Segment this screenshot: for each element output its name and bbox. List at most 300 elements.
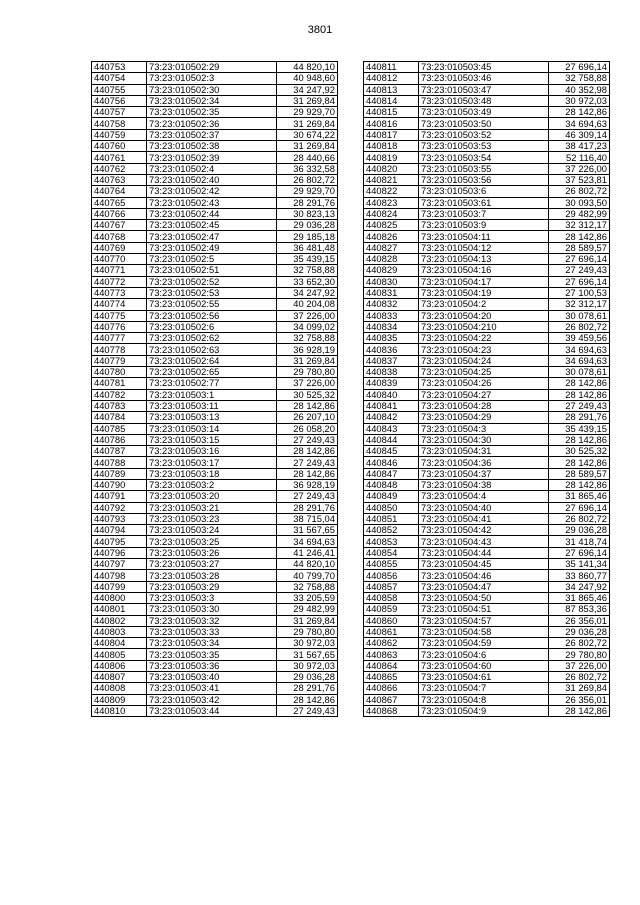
cadastral-value: 32 758,88 [549, 73, 610, 84]
cadastral-number: 73:23:010502:45 [147, 220, 277, 231]
table-row [364, 491, 610, 502]
row-number: 440758 [92, 118, 147, 129]
cadastral-value: 28 291,76 [549, 412, 610, 423]
cadastral-value: 31 418,74 [549, 536, 610, 547]
cadastral-number: 73:23:010504:7 [419, 683, 549, 694]
cadastral-value: 31 269,84 [277, 355, 338, 366]
cadastral-value: 27 249,43 [277, 705, 338, 716]
row-number: 440813 [364, 84, 419, 95]
data-table-left [91, 61, 338, 717]
row-number: 440760 [92, 141, 147, 152]
cadastral-number: 73:23:010503:44 [147, 705, 277, 716]
table-row [92, 389, 338, 400]
cadastral-value: 28 142,86 [277, 694, 338, 705]
cadastral-number: 73:23:010503:32 [147, 615, 277, 626]
row-number: 440866 [364, 683, 419, 694]
row-number: 440829 [364, 265, 419, 276]
cadastral-number: 73:23:010504:17 [419, 276, 549, 287]
table-row [92, 231, 338, 242]
cadastral-value: 38 417,23 [549, 141, 610, 152]
cadastral-value: 28 142,86 [549, 389, 610, 400]
cadastral-number: 73:23:010502:30 [147, 84, 277, 95]
row-number: 440809 [92, 694, 147, 705]
table-row [92, 174, 338, 185]
cadastral-value: 29 036,28 [549, 626, 610, 637]
table-row [92, 287, 338, 298]
cadastral-number: 73:23:010503:16 [147, 446, 277, 457]
cadastral-value: 52 116,40 [549, 152, 610, 163]
table-row [92, 694, 338, 705]
table-row [364, 242, 610, 253]
cadastral-number: 73:23:010504:28 [419, 400, 549, 411]
row-number: 440794 [92, 525, 147, 536]
row-number: 440762 [92, 163, 147, 174]
row-number: 440782 [92, 389, 147, 400]
row-number: 440789 [92, 468, 147, 479]
table-row [92, 344, 338, 355]
row-number: 440839 [364, 378, 419, 389]
table-row [92, 446, 338, 457]
table-row [364, 231, 610, 242]
table-row [364, 220, 610, 231]
table-row [364, 197, 610, 208]
cadastral-number: 73:23:010502:53 [147, 287, 277, 298]
table-row [92, 412, 338, 423]
table-row [92, 254, 338, 265]
table-row [92, 84, 338, 95]
cadastral-value: 44 820,10 [277, 62, 338, 73]
cadastral-number: 73:23:010503:14 [147, 423, 277, 434]
row-number: 440776 [92, 321, 147, 332]
table-row [364, 423, 610, 434]
cadastral-number: 73:23:010504:50 [419, 592, 549, 603]
cadastral-number: 73:23:010503:21 [147, 502, 277, 513]
table-row [92, 197, 338, 208]
table-row [364, 344, 610, 355]
cadastral-number: 73:23:010504:24 [419, 355, 549, 366]
cadastral-value: 30 972,03 [549, 95, 610, 106]
cadastral-value: 46 309,14 [549, 129, 610, 140]
cadastral-value: 35 141,34 [549, 559, 610, 570]
cadastral-value: 26 802,72 [549, 186, 610, 197]
table-row [364, 446, 610, 457]
table-row [92, 107, 338, 118]
table-row [364, 705, 610, 716]
cadastral-number: 73:23:010503:1 [147, 389, 277, 400]
cadastral-value: 37 226,00 [549, 163, 610, 174]
cadastral-number: 73:23:010502:37 [147, 129, 277, 140]
cadastral-value: 27 696,14 [549, 547, 610, 558]
table-row [364, 513, 610, 524]
row-number: 440837 [364, 355, 419, 366]
cadastral-value: 27 249,43 [549, 265, 610, 276]
row-number: 440759 [92, 129, 147, 140]
cadastral-number: 73:23:010504:37 [419, 468, 549, 479]
cadastral-value: 28 142,86 [549, 479, 610, 490]
table-row [364, 615, 610, 626]
row-number: 440804 [92, 638, 147, 649]
cadastral-value: 28 142,86 [549, 107, 610, 118]
table-row [92, 95, 338, 106]
row-number: 440770 [92, 254, 147, 265]
cadastral-number: 73:23:010504:8 [419, 694, 549, 705]
cadastral-number: 73:23:010502:40 [147, 174, 277, 185]
cadastral-number: 73:23:010503:52 [419, 129, 549, 140]
cadastral-number: 73:23:010503:46 [419, 73, 549, 84]
row-number: 440773 [92, 287, 147, 298]
row-number: 440767 [92, 220, 147, 231]
row-number: 440757 [92, 107, 147, 118]
cadastral-number: 73:23:010502:3 [147, 73, 277, 84]
cadastral-number: 73:23:010503:11 [147, 400, 277, 411]
cadastral-number: 73:23:010503:15 [147, 434, 277, 445]
cadastral-number: 73:23:010503:17 [147, 457, 277, 468]
cadastral-number: 73:23:010502:77 [147, 378, 277, 389]
cadastral-number: 73:23:010503:54 [419, 152, 549, 163]
cadastral-number: 73:23:010503:29 [147, 581, 277, 592]
row-number: 440756 [92, 95, 147, 106]
row-number: 440818 [364, 141, 419, 152]
cadastral-value: 34 694,63 [549, 344, 610, 355]
table-row [92, 638, 338, 649]
cadastral-number: 73:23:010504:58 [419, 626, 549, 637]
cadastral-number: 73:23:010502:43 [147, 197, 277, 208]
cadastral-value: 27 249,43 [549, 400, 610, 411]
row-number: 440783 [92, 400, 147, 411]
table-row [364, 174, 610, 185]
table-row [364, 367, 610, 378]
cadastral-number: 73:23:010504:47 [419, 581, 549, 592]
cadastral-value: 30 972,03 [277, 660, 338, 671]
cadastral-number: 73:23:010504:38 [419, 479, 549, 490]
table-row [364, 118, 610, 129]
table-row [92, 367, 338, 378]
table-row [364, 73, 610, 84]
table-row [92, 457, 338, 468]
cadastral-value: 34 247,92 [277, 287, 338, 298]
cadastral-number: 73:23:010504:210 [419, 321, 549, 332]
table-row [364, 400, 610, 411]
table-row [92, 378, 338, 389]
cadastral-value: 26 802,72 [549, 321, 610, 332]
cadastral-number: 73:23:010502:44 [147, 208, 277, 219]
row-number: 440768 [92, 231, 147, 242]
cadastral-value: 32 758,88 [277, 333, 338, 344]
table-row [92, 502, 338, 513]
cadastral-number: 73:23:010502:36 [147, 118, 277, 129]
cadastral-number: 73:23:010503:18 [147, 468, 277, 479]
row-number: 440834 [364, 321, 419, 332]
cadastral-value: 28 142,86 [549, 457, 610, 468]
row-number: 440863 [364, 649, 419, 660]
cadastral-value: 34 099,02 [277, 321, 338, 332]
row-number: 440849 [364, 491, 419, 502]
cadastral-number: 73:23:010502:56 [147, 310, 277, 321]
cadastral-number: 73:23:010503:20 [147, 491, 277, 502]
row-number: 440852 [364, 525, 419, 536]
cadastral-number: 73:23:010503:49 [419, 107, 549, 118]
table-row [92, 683, 338, 694]
cadastral-number: 73:23:010504:30 [419, 434, 549, 445]
cadastral-value: 32 312,17 [549, 299, 610, 310]
table-row [364, 107, 610, 118]
table-row [364, 321, 610, 332]
data-table-right [363, 61, 610, 717]
cadastral-value: 30 674,22 [277, 129, 338, 140]
cadastral-value: 30 078,61 [549, 310, 610, 321]
row-number: 440793 [92, 513, 147, 524]
cadastral-number: 73:23:010502:64 [147, 355, 277, 366]
table-row [92, 310, 338, 321]
cadastral-number: 73:23:010502:6 [147, 321, 277, 332]
table-row [92, 660, 338, 671]
table-row [92, 152, 338, 163]
table-row [364, 389, 610, 400]
row-number: 440833 [364, 310, 419, 321]
table-row [92, 468, 338, 479]
row-number: 440807 [92, 672, 147, 683]
table-row [364, 525, 610, 536]
row-number: 440842 [364, 412, 419, 423]
row-number: 440763 [92, 174, 147, 185]
cadastral-value: 40 799,70 [277, 570, 338, 581]
cadastral-number: 73:23:010504:43 [419, 536, 549, 547]
table-row [92, 265, 338, 276]
cadastral-value: 35 439,15 [277, 254, 338, 265]
cadastral-value: 34 694,63 [549, 118, 610, 129]
cadastral-number: 73:23:010502:39 [147, 152, 277, 163]
table-row [92, 604, 338, 615]
table-row [92, 592, 338, 603]
row-number: 440867 [364, 694, 419, 705]
row-number: 440830 [364, 276, 419, 287]
cadastral-value: 31 269,84 [277, 118, 338, 129]
table-row [364, 276, 610, 287]
row-number: 440798 [92, 570, 147, 581]
cadastral-value: 29 185,18 [277, 231, 338, 242]
row-number: 440862 [364, 638, 419, 649]
cadastral-value: 33 860,77 [549, 570, 610, 581]
cadastral-number: 73:23:010504:59 [419, 638, 549, 649]
cadastral-value: 37 226,00 [277, 378, 338, 389]
table-row [92, 423, 338, 434]
cadastral-value: 30 525,32 [277, 389, 338, 400]
row-number: 440808 [92, 683, 147, 694]
table-row [92, 129, 338, 140]
row-number: 440851 [364, 513, 419, 524]
table-row [364, 457, 610, 468]
cadastral-number: 73:23:010504:51 [419, 604, 549, 615]
cadastral-value: 38 715,04 [277, 513, 338, 524]
row-number: 440843 [364, 423, 419, 434]
table-row [364, 186, 610, 197]
table-row [364, 129, 610, 140]
table-row [92, 186, 338, 197]
cadastral-number: 73:23:010504:44 [419, 547, 549, 558]
cadastral-number: 73:23:010504:9 [419, 705, 549, 716]
cadastral-number: 73:23:010502:42 [147, 186, 277, 197]
table-row [364, 265, 610, 276]
row-number: 440778 [92, 344, 147, 355]
cadastral-number: 73:23:010503:33 [147, 626, 277, 637]
cadastral-value: 37 523,81 [549, 174, 610, 185]
cadastral-number: 73:23:010502:34 [147, 95, 277, 106]
row-number: 440764 [92, 186, 147, 197]
table-row [92, 242, 338, 253]
cadastral-number: 73:23:010504:16 [419, 265, 549, 276]
row-number: 440788 [92, 457, 147, 468]
cadastral-number: 73:23:010503:50 [419, 118, 549, 129]
table-row [92, 672, 338, 683]
cadastral-value: 28 589,57 [549, 468, 610, 479]
cadastral-number: 73:23:010503:53 [419, 141, 549, 152]
cadastral-value: 30 823,13 [277, 208, 338, 219]
cadastral-value: 26 207,10 [277, 412, 338, 423]
cadastral-value: 29 036,28 [277, 672, 338, 683]
cadastral-number: 73:23:010504:42 [419, 525, 549, 536]
table-row [364, 592, 610, 603]
cadastral-value: 27 249,43 [277, 457, 338, 468]
table-row [364, 333, 610, 344]
cadastral-value: 31 269,84 [277, 615, 338, 626]
cadastral-value: 26 356,01 [549, 694, 610, 705]
cadastral-value: 28 142,86 [549, 231, 610, 242]
table-row [364, 310, 610, 321]
cadastral-value: 27 696,14 [549, 502, 610, 513]
cadastral-value: 29 780,80 [277, 367, 338, 378]
cadastral-number: 73:23:010502:62 [147, 333, 277, 344]
row-number: 440765 [92, 197, 147, 208]
table-body-right [364, 62, 610, 717]
table-row [364, 95, 610, 106]
cadastral-number: 73:23:010504:27 [419, 389, 549, 400]
cadastral-number: 73:23:010504:29 [419, 412, 549, 423]
table-row [92, 536, 338, 547]
table-row [92, 276, 338, 287]
cadastral-value: 32 758,88 [277, 265, 338, 276]
cadastral-number: 73:23:010504:26 [419, 378, 549, 389]
cadastral-number: 73:23:010503:42 [147, 694, 277, 705]
cadastral-number: 73:23:010504:11 [419, 231, 549, 242]
cadastral-value: 31 865,46 [549, 491, 610, 502]
cadastral-number: 73:23:010504:4 [419, 491, 549, 502]
cadastral-number: 73:23:010503:36 [147, 660, 277, 671]
cadastral-number: 73:23:010504:23 [419, 344, 549, 355]
cadastral-number: 73:23:010503:47 [419, 84, 549, 95]
row-number: 440859 [364, 604, 419, 615]
table-row [92, 581, 338, 592]
cadastral-value: 28 142,86 [277, 400, 338, 411]
cadastral-value: 32 312,17 [549, 220, 610, 231]
row-number: 440784 [92, 412, 147, 423]
cadastral-number: 73:23:010504:31 [419, 446, 549, 457]
table-row [364, 163, 610, 174]
cadastral-value: 27 100,53 [549, 287, 610, 298]
table-row [364, 208, 610, 219]
table-row [364, 660, 610, 671]
row-number: 440777 [92, 333, 147, 344]
row-number: 440786 [92, 434, 147, 445]
row-number: 440797 [92, 559, 147, 570]
table-row [92, 479, 338, 490]
cadastral-value: 87 853,36 [549, 604, 610, 615]
cadastral-number: 73:23:010503:27 [147, 559, 277, 570]
cadastral-value: 33 652,30 [277, 276, 338, 287]
table-row [92, 626, 338, 637]
cadastral-value: 34 247,92 [277, 84, 338, 95]
cadastral-value: 28 291,76 [277, 683, 338, 694]
cadastral-value: 34 247,92 [549, 581, 610, 592]
row-number: 440856 [364, 570, 419, 581]
cadastral-number: 73:23:010503:40 [147, 672, 277, 683]
cadastral-number: 73:23:010502:65 [147, 367, 277, 378]
cadastral-value: 29 780,80 [549, 649, 610, 660]
row-number: 440822 [364, 186, 419, 197]
cadastral-number: 73:23:010502:49 [147, 242, 277, 253]
cadastral-number: 73:23:010504:22 [419, 333, 549, 344]
cadastral-number: 73:23:010503:45 [419, 62, 549, 73]
table-row [92, 321, 338, 332]
table-row [364, 502, 610, 513]
row-number: 440800 [92, 592, 147, 603]
cadastral-value: 29 482,99 [277, 604, 338, 615]
cadastral-value: 26 802,72 [549, 638, 610, 649]
row-number: 440816 [364, 118, 419, 129]
row-number: 440810 [92, 705, 147, 716]
cadastral-number: 73:23:010503:28 [147, 570, 277, 581]
cadastral-number: 73:23:010504:2 [419, 299, 549, 310]
cadastral-number: 73:23:010502:47 [147, 231, 277, 242]
cadastral-number: 73:23:010502:38 [147, 141, 277, 152]
table-row [92, 220, 338, 231]
cadastral-value: 28 142,86 [277, 446, 338, 457]
cadastral-value: 34 694,63 [277, 536, 338, 547]
cadastral-value: 26 058,20 [277, 423, 338, 434]
cadastral-number: 73:23:010504:3 [419, 423, 549, 434]
cadastral-value: 39 459,56 [549, 333, 610, 344]
cadastral-number: 73:23:010503:35 [147, 649, 277, 660]
page-number: 3801 [307, 24, 333, 36]
cadastral-number: 73:23:010502:55 [147, 299, 277, 310]
cadastral-value: 37 226,00 [277, 310, 338, 321]
cadastral-number: 73:23:010503:24 [147, 525, 277, 536]
row-number: 440772 [92, 276, 147, 287]
cadastral-value: 30 078,61 [549, 367, 610, 378]
row-number: 440785 [92, 423, 147, 434]
cadastral-value: 29 780,80 [277, 626, 338, 637]
cadastral-value: 31 269,84 [277, 141, 338, 152]
row-number: 440817 [364, 129, 419, 140]
row-number: 440865 [364, 672, 419, 683]
cadastral-value: 29 929,70 [277, 107, 338, 118]
table-row [364, 355, 610, 366]
table-row [364, 479, 610, 490]
cadastral-number: 73:23:010503:48 [419, 95, 549, 106]
row-number: 440791 [92, 491, 147, 502]
row-number: 440860 [364, 615, 419, 626]
cadastral-value: 29 929,70 [277, 186, 338, 197]
row-number: 440858 [364, 592, 419, 603]
cadastral-value: 26 802,72 [549, 672, 610, 683]
table-row [364, 649, 610, 660]
row-number: 440827 [364, 242, 419, 253]
cadastral-value: 44 820,10 [277, 559, 338, 570]
table-row [92, 513, 338, 524]
row-number: 440806 [92, 660, 147, 671]
row-number: 440848 [364, 479, 419, 490]
cadastral-value: 26 356,01 [549, 615, 610, 626]
row-number: 440771 [92, 265, 147, 276]
